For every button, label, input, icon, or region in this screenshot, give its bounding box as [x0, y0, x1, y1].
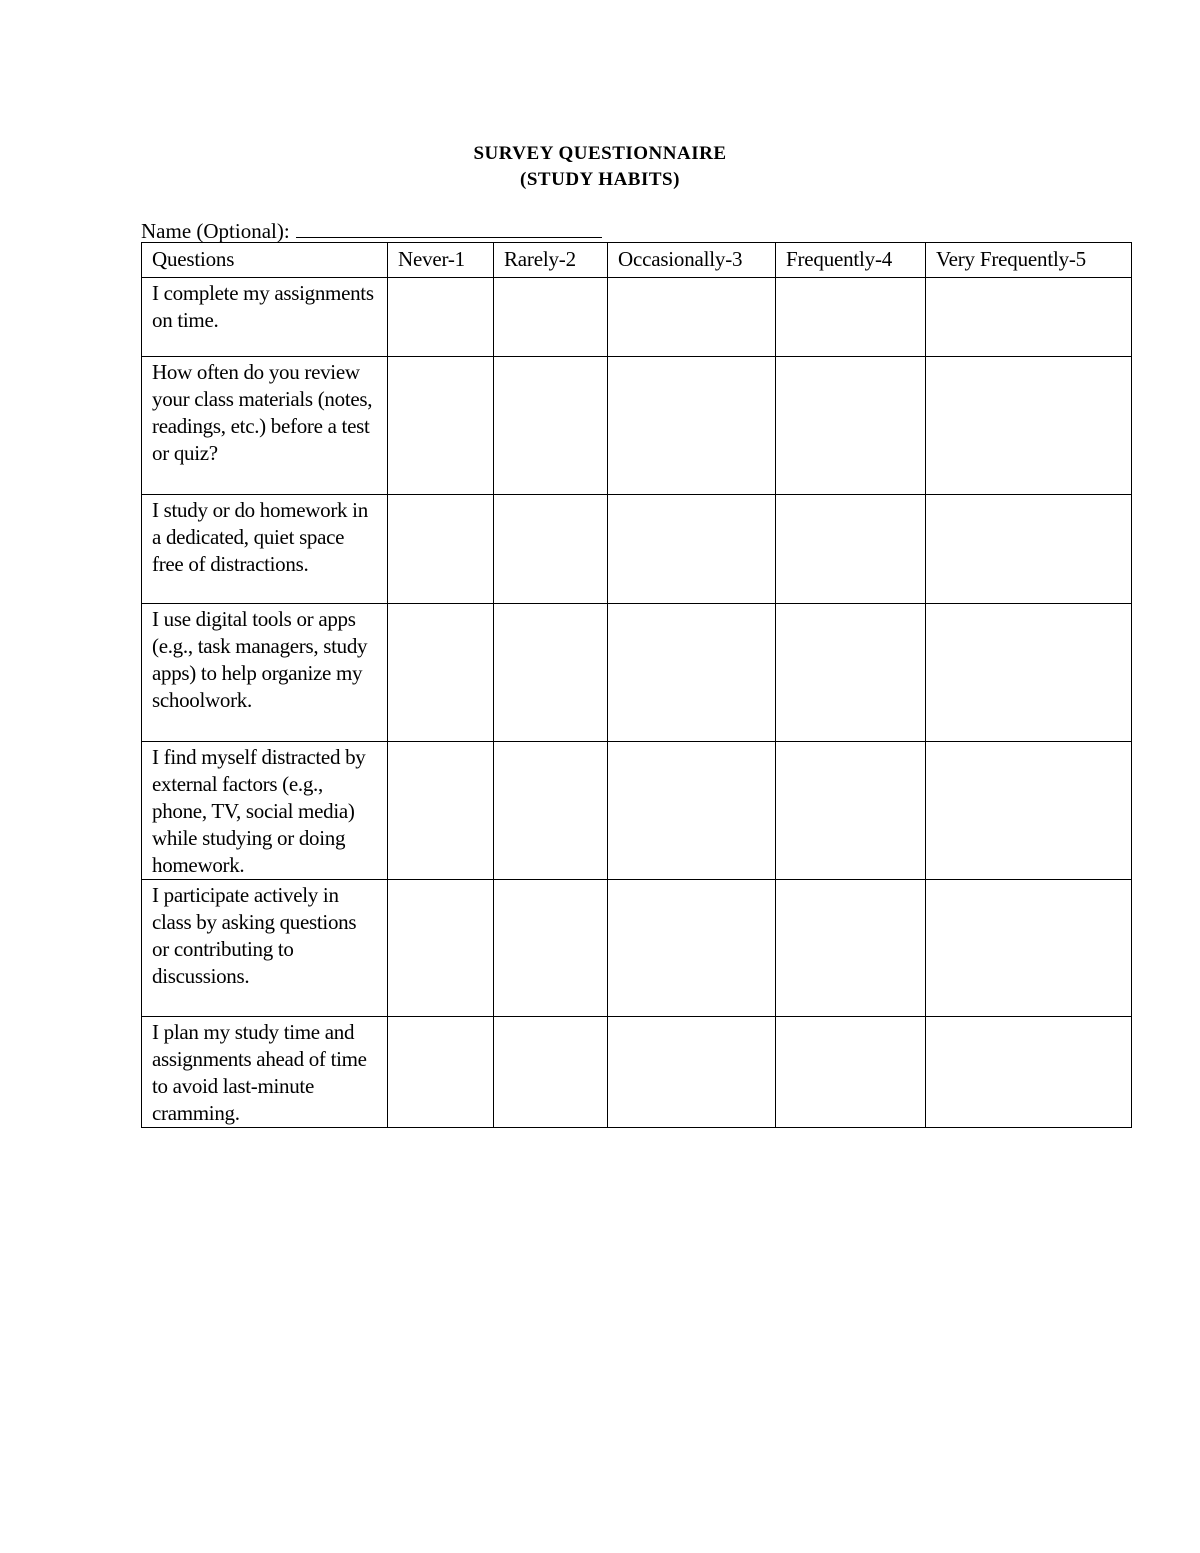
rating-cell-never[interactable] [388, 880, 494, 1017]
rating-cell-very-frequently[interactable] [926, 742, 1132, 880]
rating-cell-occasionally[interactable] [608, 604, 776, 742]
rating-cell-rarely[interactable] [494, 357, 608, 495]
rating-cell-never[interactable] [388, 1017, 494, 1128]
rating-cell-frequently[interactable] [776, 604, 926, 742]
document-subtitle: (STUDY HABITS) [520, 169, 680, 190]
rating-cell-frequently[interactable] [776, 742, 926, 880]
question-cell: How often do you review your class materials (notes, readings, etc.) before a test or quiz? [142, 357, 388, 495]
table-row [142, 880, 1132, 1017]
rating-cell-frequently[interactable] [776, 357, 926, 495]
rating-cell-rarely[interactable] [494, 1017, 608, 1128]
rating-cell-rarely[interactable] [494, 880, 608, 1017]
name-field [141, 217, 602, 244]
question-cell: I use digital tools or apps (e.g., task managers, study apps) to help organize my schoolwork. [142, 604, 388, 742]
question-cell: I study or do homework in a dedicated, quiet space free of distractions. [142, 495, 388, 604]
rating-cell-very-frequently[interactable] [926, 357, 1132, 495]
header-row [142, 243, 1132, 278]
rating-cell-very-frequently[interactable] [926, 880, 1132, 1017]
rating-cell-rarely[interactable] [494, 742, 608, 880]
name-blank-line[interactable] [296, 217, 602, 238]
table-row [142, 1017, 1132, 1128]
rating-cell-very-frequently[interactable] [926, 604, 1132, 742]
rating-cell-never[interactable] [388, 357, 494, 495]
rating-cell-occasionally[interactable] [608, 495, 776, 604]
table-row [142, 278, 1132, 357]
rating-cell-occasionally[interactable] [608, 357, 776, 495]
rating-cell-occasionally[interactable] [608, 278, 776, 357]
rating-cell-never[interactable] [388, 604, 494, 742]
rating-cell-very-frequently[interactable] [926, 495, 1132, 604]
rating-cell-never[interactable] [388, 278, 494, 357]
question-cell: I participate actively in class by asking questions or contributing to discussions. [142, 880, 388, 1017]
rating-cell-rarely[interactable] [494, 495, 608, 604]
survey-table [141, 242, 1132, 1128]
question-cell: I complete my assignments on time. [142, 278, 388, 357]
question-cell: I plan my study time and assignments ahead of time to avoid last-minute cramming. [142, 1017, 388, 1128]
table-row [142, 742, 1132, 880]
header-never: Never-1 [388, 243, 494, 278]
header-very-frequently: Very Frequently-5 [926, 243, 1132, 278]
header-rarely: Rarely-2 [494, 243, 608, 278]
name-label: Name (Optional): [141, 219, 290, 243]
header-occasionally: Occasionally-3 [608, 243, 776, 278]
rating-cell-occasionally[interactable] [608, 742, 776, 880]
table-row [142, 604, 1132, 742]
rating-cell-never[interactable] [388, 742, 494, 880]
rating-cell-rarely[interactable] [494, 604, 608, 742]
rating-cell-rarely[interactable] [494, 278, 608, 357]
table-row [142, 357, 1132, 495]
rating-cell-frequently[interactable] [776, 495, 926, 604]
question-cell: I find myself distracted by external factors (e.g., phone, TV, social media) while studying or doing homework. [142, 742, 388, 880]
rating-cell-frequently[interactable] [776, 1017, 926, 1128]
header-questions: Questions [142, 243, 388, 278]
table-row [142, 495, 1132, 604]
rating-cell-occasionally[interactable] [608, 1017, 776, 1128]
rating-cell-frequently[interactable] [776, 278, 926, 357]
rating-cell-never[interactable] [388, 495, 494, 604]
header-frequently: Frequently-4 [776, 243, 926, 278]
document-title: SURVEY QUESTIONNAIRE [473, 143, 727, 164]
rating-cell-very-frequently[interactable] [926, 1017, 1132, 1128]
rating-cell-very-frequently[interactable] [926, 278, 1132, 357]
rating-cell-frequently[interactable] [776, 880, 926, 1017]
rating-cell-occasionally[interactable] [608, 880, 776, 1017]
